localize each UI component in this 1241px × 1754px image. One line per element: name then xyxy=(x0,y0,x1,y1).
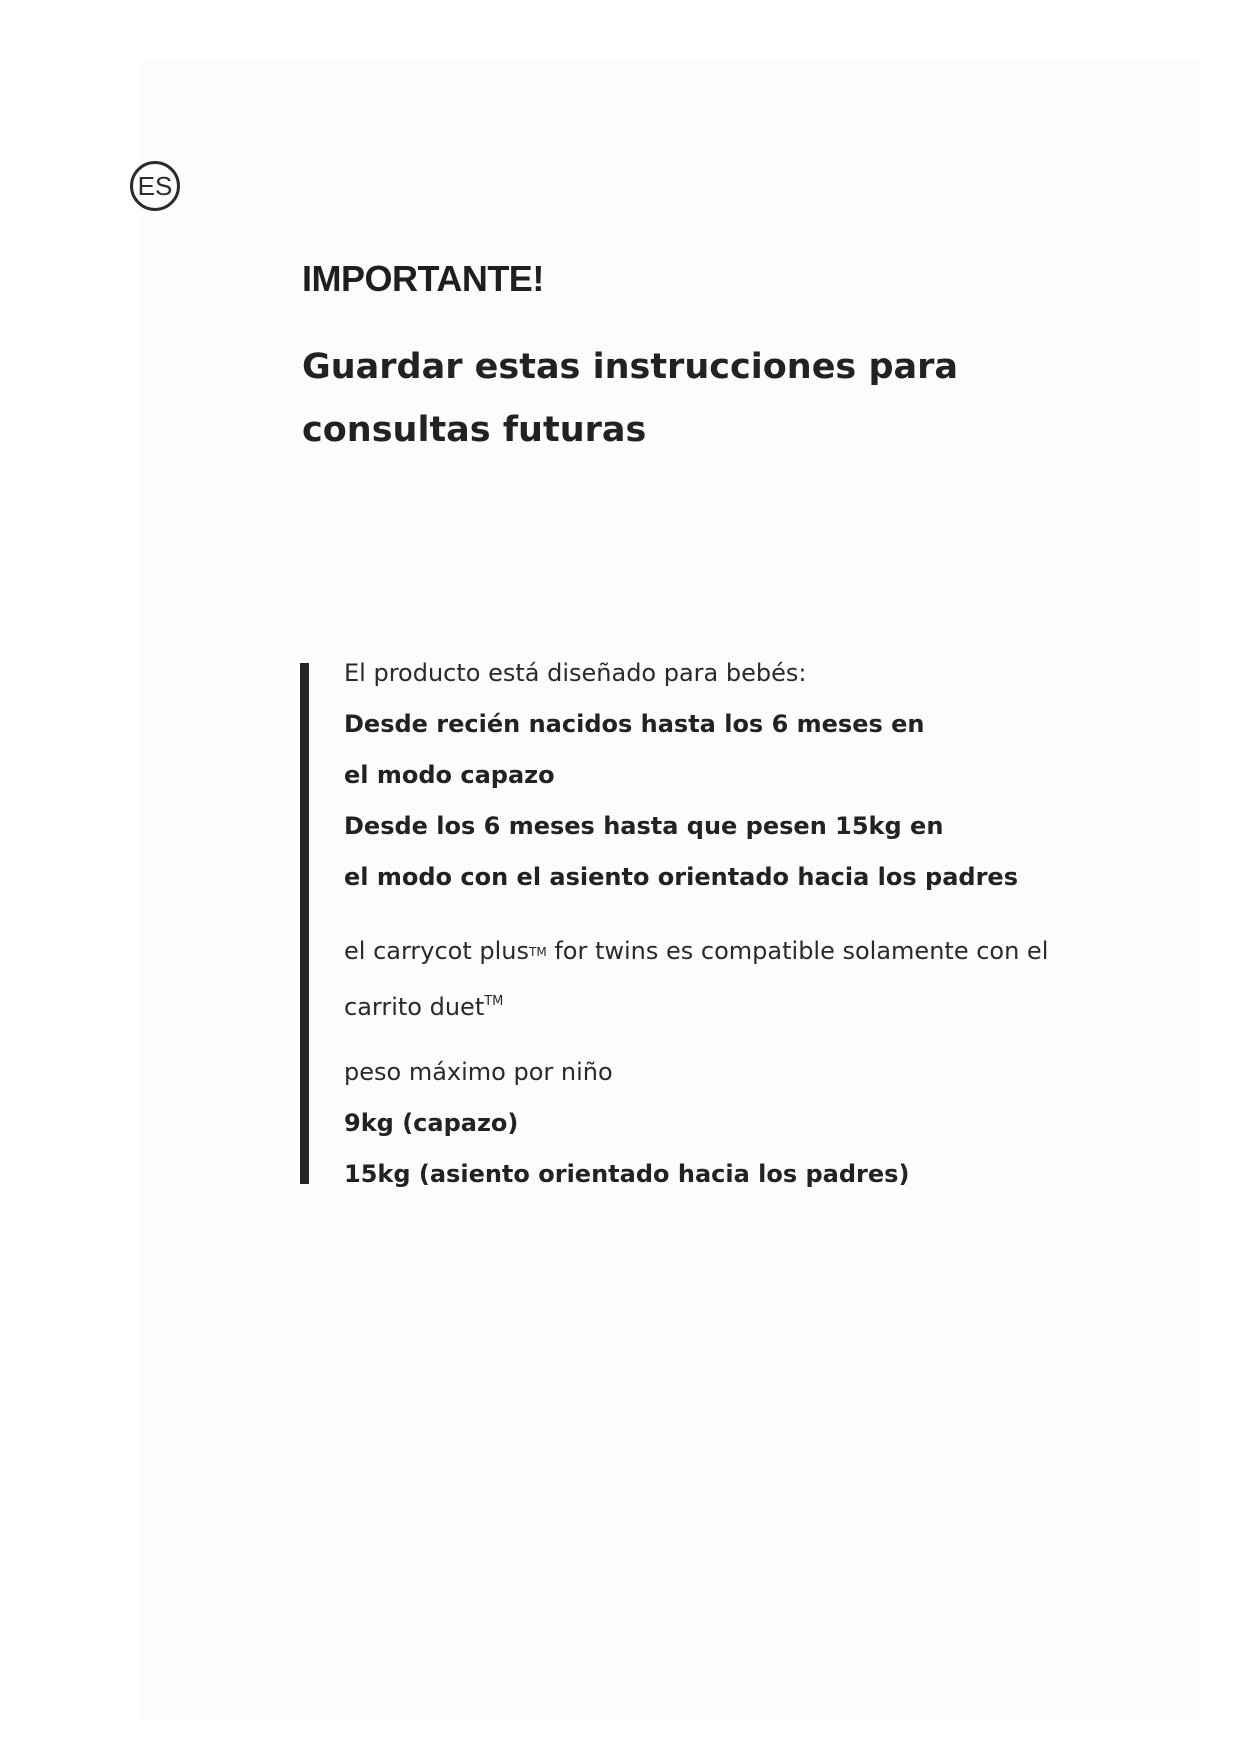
max-weight-carrycot: 9kg (capazo) xyxy=(344,1109,519,1137)
max-weight-label: peso máximo por niño xyxy=(344,1058,613,1086)
save-instructions-line-1: Guardar estas instrucciones para xyxy=(302,347,958,387)
trademark-mark: TM xyxy=(484,994,504,1009)
newborn-mode-line-1: Desde recién nacidos hasta los 6 meses en xyxy=(344,710,925,738)
seat-mode-line-2: el modo con el asiento orientado hacia los padres xyxy=(344,863,1018,891)
compatibility-line-2 xyxy=(344,980,1214,1031)
seat-mode-line-1: Desde los 6 meses hasta que pesen 15kg en xyxy=(344,812,944,840)
callout-bar xyxy=(300,663,309,1184)
intended-use-intro: El producto está diseñado para bebés: xyxy=(344,659,807,687)
important-heading: IMPORTANTE! xyxy=(302,258,544,299)
save-instructions-heading xyxy=(302,336,1062,462)
max-weight-seat: 15kg (asiento orientado hacia los padres) xyxy=(344,1160,910,1188)
compatibility-text: for twins es compatible solamente con el xyxy=(546,937,1049,965)
language-badge: ES xyxy=(130,161,180,211)
spacer xyxy=(344,906,1214,929)
compatible-stroller: carrito duet xyxy=(344,993,485,1021)
spacer xyxy=(344,1031,1214,1050)
compatibility-line-1 xyxy=(344,929,1214,980)
trademark-mark: TM xyxy=(529,945,547,959)
newborn-mode-line-2: el modo capazo xyxy=(344,761,555,789)
compatibility-product: el carrycot plus xyxy=(344,937,530,965)
save-instructions-line-2: consultas futuras xyxy=(302,410,647,450)
product-info-callout xyxy=(344,651,1214,1203)
